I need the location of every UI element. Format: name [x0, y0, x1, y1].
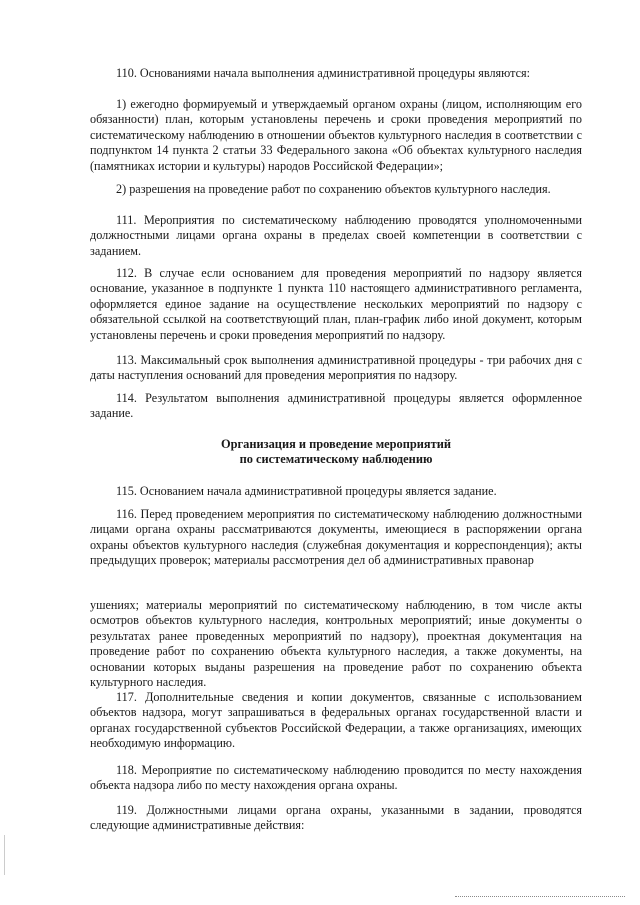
paragraph-119: 119. Должностными лицами органа охраны, указанными в задании, проводятся следующие административные действия:	[90, 803, 582, 833]
paragraph-112: 112. В случае если основанием для проведения мероприятий по надзору является основание, указанное в подпункте 1 пункта 110 настоящего административного регламента, оформляется единое задание на осуществление нескольких мероприятий по надзору с обязательной ссылкой на соответствующий план, план-график либо иной документ, которым установлены перечень и сроки проведения мероприятий по надзору.	[90, 266, 582, 342]
paragraph-117: 117. Дополнительные сведения и копии документов, связанные с использованием объектов надзора, могут запрашиваться в федеральных органах государственной власти и органах государственной субъектов Российской Федерации, а также организациях, имеющих необходимую информацию.	[90, 690, 582, 751]
scan-artifact-line	[455, 896, 625, 897]
section-heading	[90, 437, 582, 468]
paragraph-111: 111. Мероприятия по систематическому наблюдению проводятся уполномоченными должностными лицами органа охраны в пределах своей компетенции в соответствии с заданием.	[90, 213, 582, 258]
paragraph-118: 118. Мероприятие по систематическому наблюдению проводится по месту нахождения объекта надзора либо по месту нахождения органа охраны.	[90, 763, 582, 793]
section-heading-line-2: по систематическому наблюдению	[239, 452, 433, 467]
paragraph-115: 115. Основанием начала административной процедуры является задание.	[116, 484, 497, 498]
section-heading-line-1: Организация и проведение мероприятий	[221, 437, 451, 451]
paragraph-116-continued: ушениях; материалы мероприятий по систематическому наблюдению, в том числе акты осмотров объектов культурного наследия, контрольных мероприятий; иные документы о результатах ранее проведенных мероприятий по надзору), проектная документация на проведение работ по сохранению объекта культурного наследия, а также документы, на основании которых выданы разрешения на проведение работ по сохранению объекта культурного наследия.	[90, 598, 582, 690]
paragraph-110: 110. Основаниями начала выполнения административной процедуры являются:	[116, 66, 530, 80]
paragraph-113: 113. Максимальный срок выполнения административной процедуры - три рабочих дня с даты наступления оснований для проведения мероприятия по надзору.	[90, 353, 582, 383]
paragraph-110-item-1: 1) ежегодно формируемый и утверждаемый органом охраны (лицом, исполняющим его обязанности) план, которым установлены перечень и сроки проведения мероприятий по систематическому наблюдению в отношении объектов культурного наследия в соответствии с подпунктом 14 пункта 2 статьи 33 Федерального закона «Об объектах культурного наследия (памятниках истории и культуры) народов Российской Федерации»;	[90, 97, 582, 173]
paragraph-114: 114. Результатом выполнения административной процедуры является оформленное задание.	[90, 391, 582, 421]
scan-artifact-tick	[4, 835, 5, 875]
paragraph-116: 116. Перед проведением мероприятия по систематическому наблюдению должностными лицами органа охраны рассматриваются документы, имеющиеся в распоряжении органа охраны объектов культурного наследия (служебная документация и корреспонденция); акты предыдущих проверок; материалы рассмотрения дел об административных правонар	[90, 507, 582, 568]
paragraph-110-item-2: 2) разрешения на проведение работ по сохранению объектов культурного наследия.	[116, 182, 551, 196]
